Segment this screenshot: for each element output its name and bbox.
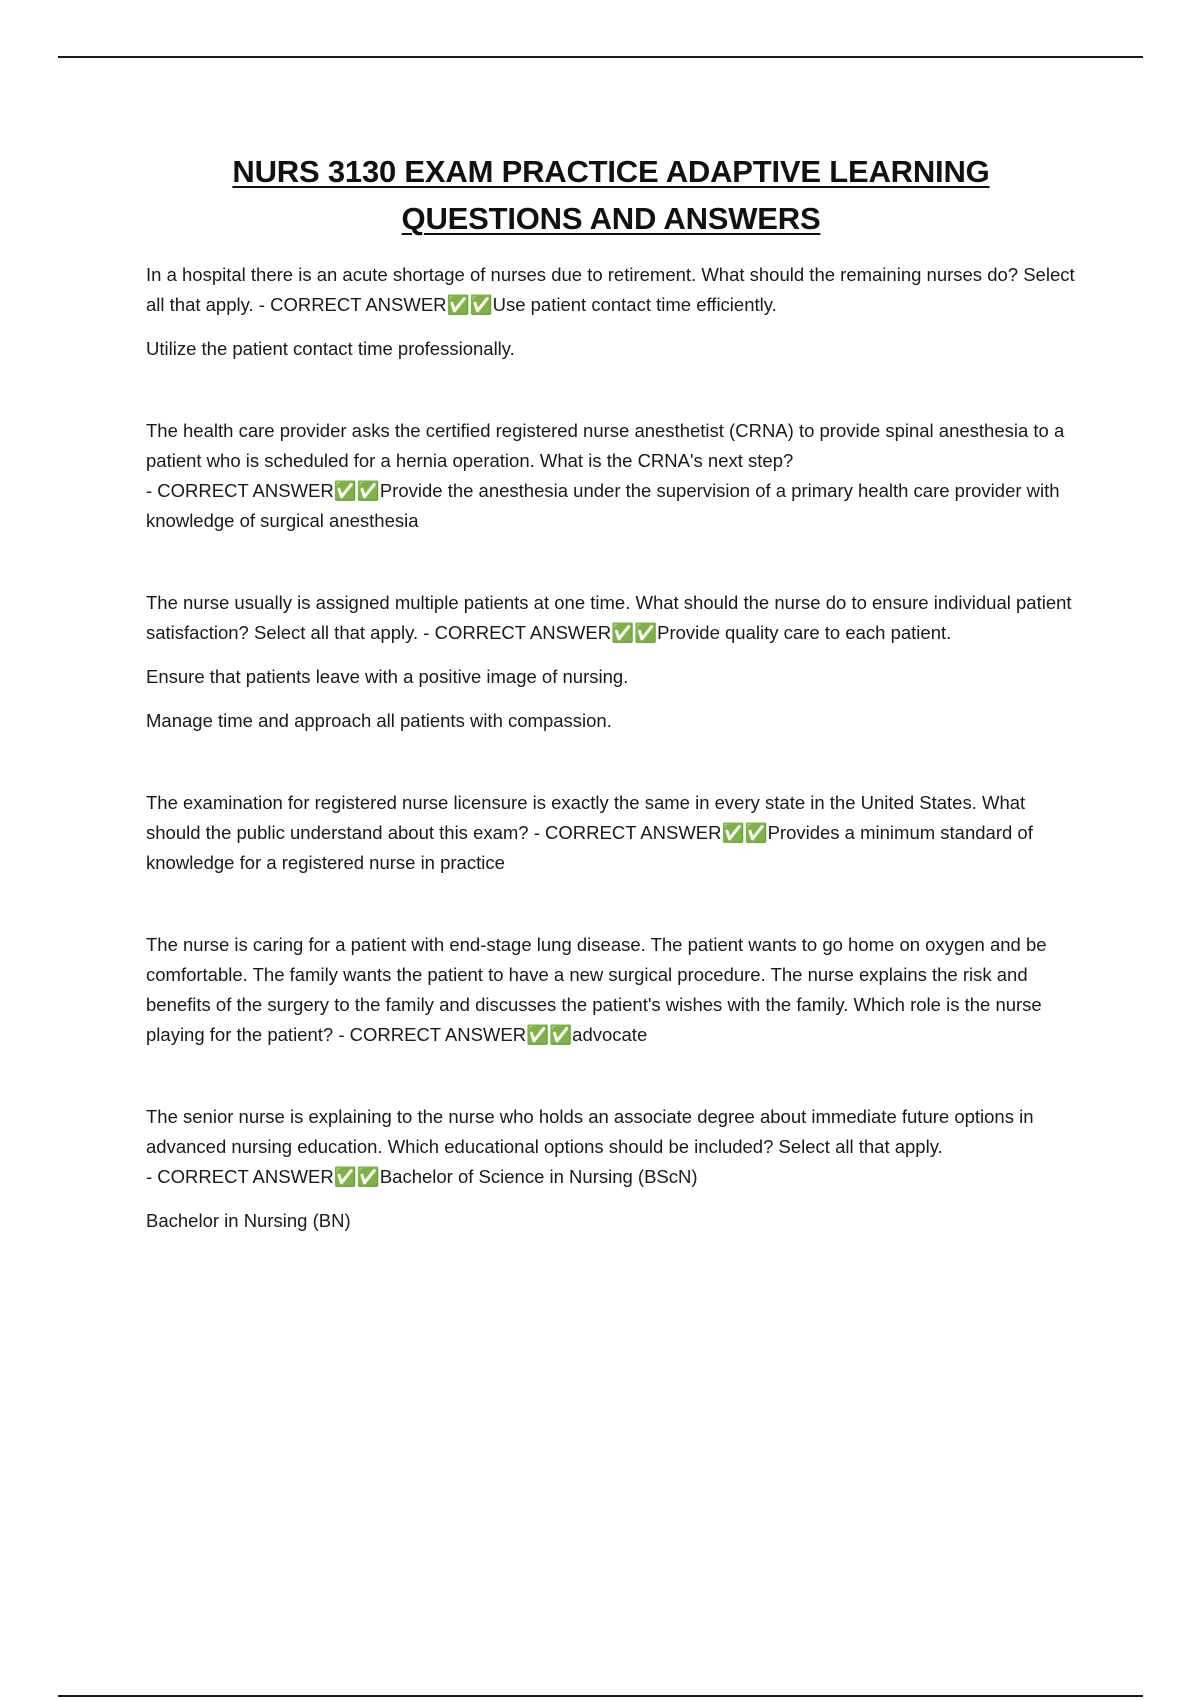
answer-text: Bachelor of Science in Nursing (BScN) <box>379 1166 698 1187</box>
qa-question-paragraph <box>146 1102 1076 1192</box>
qa-item-1 <box>146 260 1076 364</box>
answer-text: advocate <box>572 1024 648 1045</box>
qa-item-4 <box>146 788 1076 878</box>
question-text: The nurse is caring for a patient with end-stage lung disease. The patient wants to go home on oxygen and be comfortable. The family wants the patient to have a new surgical procedure. The nurse explains the risk and benefits of the surgery to the family and discusses the patient's wishes with the family. Which role is the nurse playing for the patient? <box>146 934 1047 1045</box>
qa-item-3 <box>146 588 1076 736</box>
qa-question-paragraph <box>146 930 1076 1050</box>
qa-question-paragraph <box>146 788 1076 878</box>
qa-item-6 <box>146 1102 1076 1236</box>
question-text: In a hospital there is an acute shortage of nurses due to retirement. What should the remaining nurses do? Select all that apply. <box>146 264 1075 315</box>
qa-item-5 <box>146 930 1076 1050</box>
correct-answer-label: - CORRECT ANSWER✅✅ <box>146 480 380 501</box>
question-text: The nurse usually is assigned multiple patients at one time. What should the nurse do to ensure individual patient satisfaction? Select all that apply. <box>146 592 1072 643</box>
footer-rule <box>58 1695 1143 1697</box>
answer-additional: Manage time and approach all patients with compassion. <box>146 710 612 731</box>
question-text: The examination for registered nurse licensure is exactly the same in every state in the United States. What should the public understand about this exam? <box>146 792 1026 843</box>
document-page <box>146 148 1076 1236</box>
answer-text: Provide the anesthesia under the supervision of a primary health care provider with knowledge of surgical anesthesia <box>146 480 1060 531</box>
qa-item-2 <box>146 416 1076 536</box>
qa-question-paragraph <box>146 416 1076 536</box>
question-text: The senior nurse is explaining to the nurse who holds an associate degree about immediate future options in advanced nursing education. Which educational options should be included? Select all that apply. <box>146 1106 1034 1157</box>
answer-additional: Utilize the patient contact time professionally. <box>146 338 515 359</box>
correct-answer-label: - CORRECT ANSWER✅✅ <box>253 294 493 315</box>
header-rule <box>58 56 1143 58</box>
answer-additional: Ensure that patients leave with a positive image of nursing. <box>146 666 629 687</box>
correct-answer-label: - CORRECT ANSWER✅✅ <box>418 622 658 643</box>
correct-answer-label: - CORRECT ANSWER✅✅ <box>146 1166 380 1187</box>
question-text: The health care provider asks the certified registered nurse anesthetist (CRNA) to provide spinal anesthesia to a patient who is scheduled for a hernia operation. What is the CRNA's next step? <box>146 420 1065 471</box>
answer-text: Use patient contact time efficiently. <box>492 294 777 315</box>
answer-additional: Bachelor in Nursing (BN) <box>146 1210 351 1231</box>
correct-answer-label: - CORRECT ANSWER✅✅ <box>528 822 768 843</box>
qa-question-paragraph <box>146 588 1076 648</box>
answer-text: Provide quality care to each patient. <box>657 622 952 643</box>
document-title: NURS 3130 EXAM PRACTICE ADAPTIVE LEARNING QUESTIONS AND ANSWERS <box>232 154 990 236</box>
answer-text: Provides a minimum standard of knowledge for a registered nurse in practice <box>146 822 1033 873</box>
qa-question-paragraph <box>146 260 1076 320</box>
correct-answer-label: - CORRECT ANSWER✅✅ <box>333 1024 573 1045</box>
